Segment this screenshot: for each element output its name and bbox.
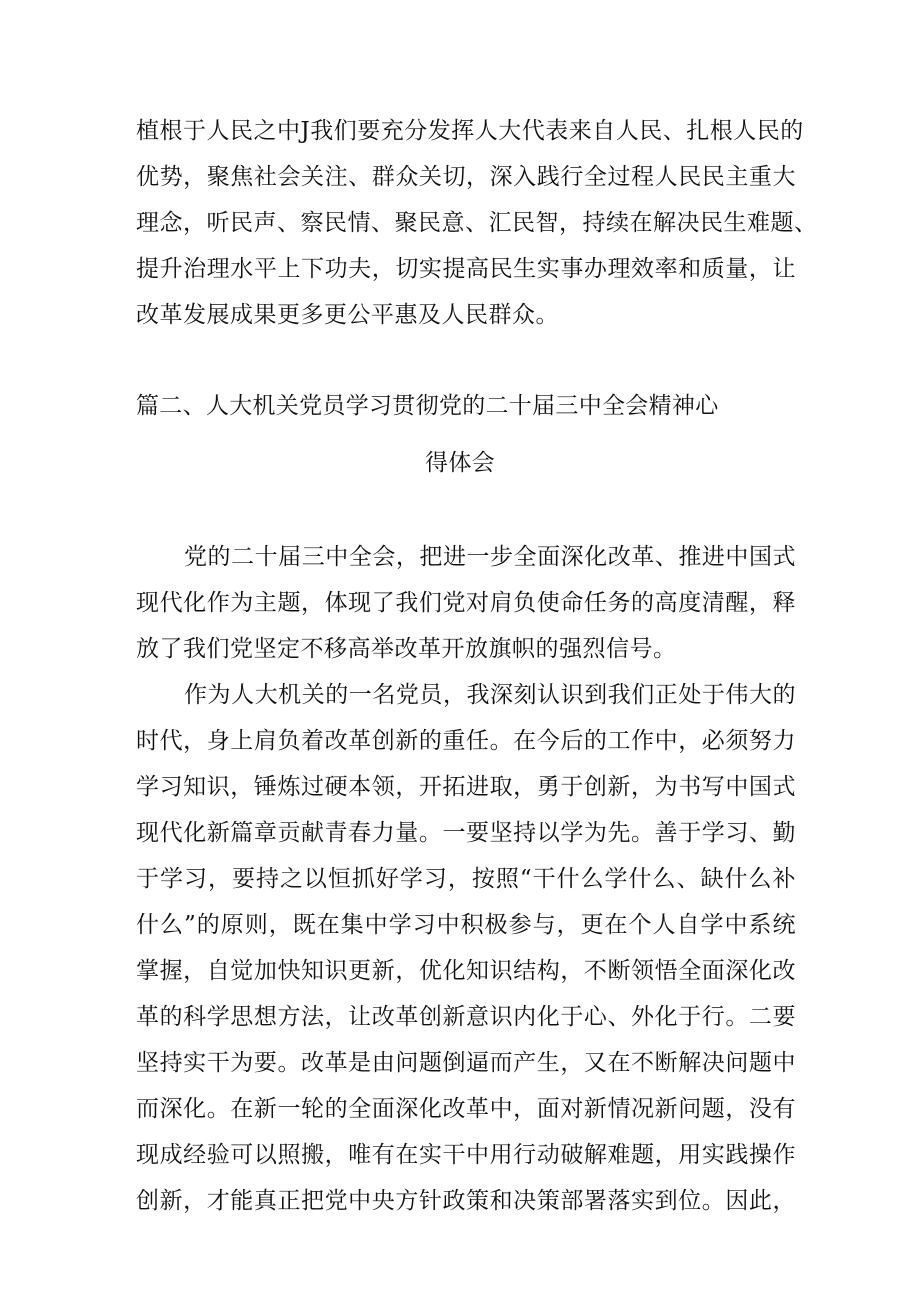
paragraph-2-line-10: 而深化。在新一轮的全面深化改革中，面对新情况新问题，没有 [136,1096,796,1122]
paragraph-2-line-3: 学习知识，锤炼过硬本领，开拓进取，勇于创新，为书写中国式 [136,774,796,800]
section-title-line-1: 篇二、人大机关党员学习贯彻党的二十届三中全会精神心 [136,393,719,419]
paragraph-1-line-1: 党的二十届三中全会，把进一步全面深化改革、推进中国式 [184,544,796,570]
paragraph-2-line-11: 现成经验可以照搬，唯有在实干中用行动破解难题，用实践操作 [136,1142,796,1168]
paragraph-1-line-2: 现代化作为主题，体现了我们党对肩负使命任务的高度清醒，释 [136,590,796,616]
intro-line-3: 理念，听民声、察民情、聚民意、汇民智，持续在解决民生难题、 [136,210,818,236]
paragraph-2-line-9: 坚持实干为要。改革是由问题倒逼而产生，又在不断解决问题中 [136,1050,796,1076]
intro-line-2: 优势，聚焦社会关注、群众关切，深入践行全过程人民民主重大 [136,164,796,190]
paragraph-2-line-12: 创新，才能真正把党中央方针政策和决策部署落实到位。因此， [136,1188,796,1214]
paragraph-2-line-7: 掌握，自觉加快知识更新，优化知识结构，不断领悟全面深化改 [136,958,796,984]
intro-line-1: 植根于人民之中J我们要充分发挥人大代表来自人民、扎根人民的 [136,118,804,144]
paragraph-2-line-2: 时代，身上肩负着改革创新的重任。在今后的工作中，必须努力 [136,728,796,754]
intro-line-4: 提升治理水平上下功夫，切实提高民生实事办理效率和质量，让 [136,256,796,282]
paragraph-1-line-3: 放了我们党坚定不移高举改革开放旗帜的强烈信号。 [136,636,677,662]
section-title-line-2: 得体会 [425,450,495,476]
paragraph-2-line-5: 于学习，要持之以恒抓好学习，按照“干什么学什么、缺什么补 [136,866,796,892]
paragraph-2-line-6: 什么”的原则，既在集中学习中积极参与，更在个人自学中系统 [136,912,796,938]
paragraph-2-line-4: 现代化新篇章贡献青春力量。一要坚持以学为先。善于学习、勤 [136,820,796,846]
intro-line-5: 改革发展成果更多更公平惠及人民群众。 [136,302,559,328]
paragraph-2-line-8: 革的科学思想方法，让改革创新意识内化于心、外化于行。二要 [136,1004,796,1030]
paragraph-2-line-1: 作为人大机关的一名党员，我深刻认识到我们正处于伟大的 [184,682,796,708]
